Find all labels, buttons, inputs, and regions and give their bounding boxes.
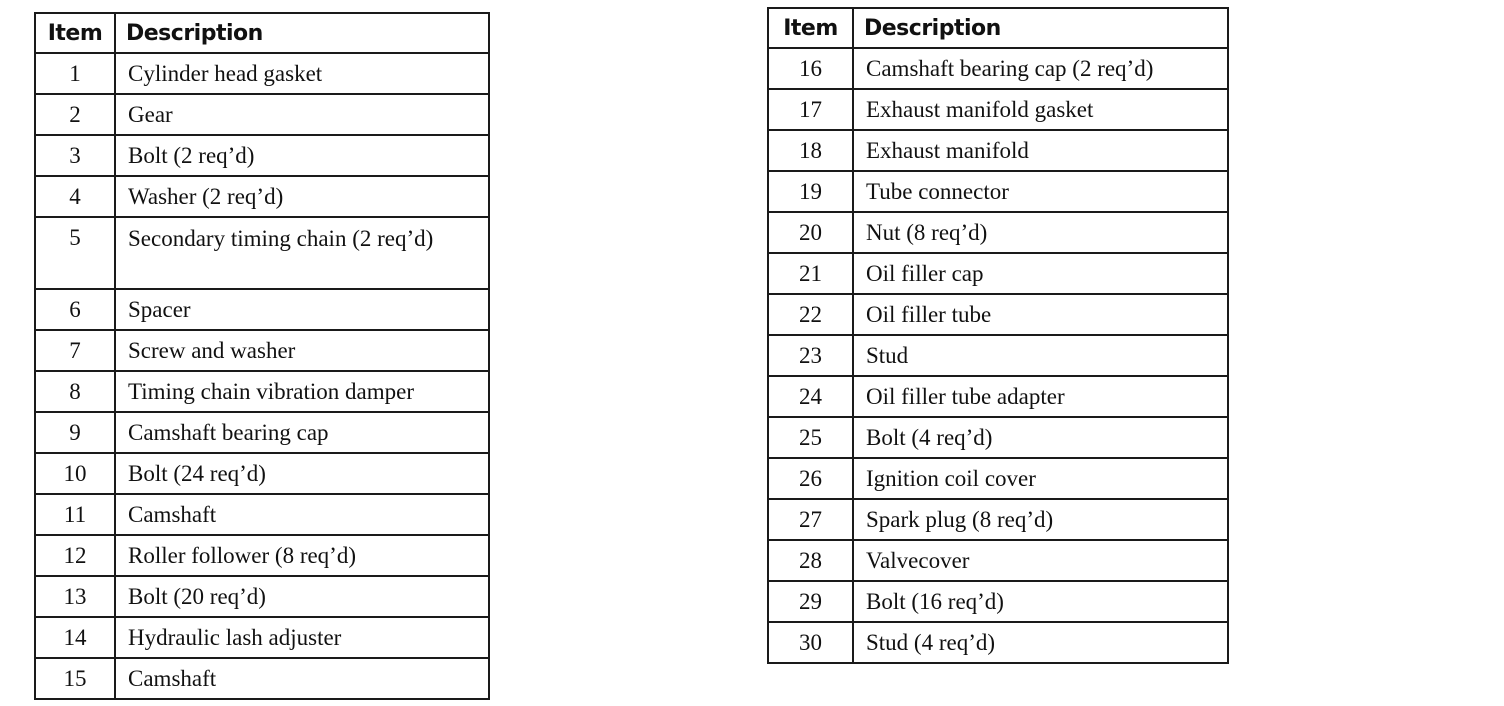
table-row xyxy=(35,412,489,453)
item-number: 13 xyxy=(35,576,115,617)
table-row xyxy=(768,499,1228,540)
item-description: Spacer xyxy=(115,289,489,330)
item-description: Spark plug (8 req’d) xyxy=(853,499,1228,540)
item-description: Camshaft bearing cap xyxy=(115,412,489,453)
item-number: 15 xyxy=(35,658,115,699)
item-description: Oil filler tube adapter xyxy=(853,376,1228,417)
table-row xyxy=(768,48,1228,89)
item-number: 2 xyxy=(35,94,115,135)
table-row xyxy=(768,540,1228,581)
item-description: Bolt (20 req’d) xyxy=(115,576,489,617)
item-number: 27 xyxy=(768,499,853,540)
table-row xyxy=(35,453,489,494)
item-description: Camshaft xyxy=(115,494,489,535)
table-row xyxy=(35,176,489,217)
header-row xyxy=(768,8,1228,48)
item-description: Roller follower (8 req’d) xyxy=(115,535,489,576)
table-row xyxy=(768,335,1228,376)
item-number: 22 xyxy=(768,294,853,335)
table-row xyxy=(35,217,489,289)
table-row xyxy=(35,330,489,371)
item-description: Camshaft bearing cap (2 req’d) xyxy=(853,48,1228,89)
item-number: 4 xyxy=(35,176,115,217)
item-description: Valvecover xyxy=(853,540,1228,581)
table-row xyxy=(35,576,489,617)
item-description: Washer (2 req’d) xyxy=(115,176,489,217)
table-row xyxy=(768,130,1228,171)
item-number: 16 xyxy=(768,48,853,89)
table-row xyxy=(35,658,489,699)
item-number: 6 xyxy=(35,289,115,330)
item-description: Bolt (2 req’d) xyxy=(115,135,489,176)
item-description: Timing chain vibration damper xyxy=(115,371,489,412)
item-description: Exhaust manifold xyxy=(853,130,1228,171)
table-row xyxy=(768,622,1228,663)
table-row xyxy=(768,89,1228,130)
item-description: Secondary timing chain (2 req’d) xyxy=(115,217,489,289)
table-row xyxy=(35,494,489,535)
table-row xyxy=(35,94,489,135)
table-row xyxy=(768,212,1228,253)
item-number: 19 xyxy=(768,171,853,212)
item-number: 14 xyxy=(35,617,115,658)
item-description: Bolt (16 req’d) xyxy=(853,581,1228,622)
item-number: 9 xyxy=(35,412,115,453)
description-column-header: Description xyxy=(853,8,1228,48)
item-number: 21 xyxy=(768,253,853,294)
item-description: Camshaft xyxy=(115,658,489,699)
item-description: Nut (8 req’d) xyxy=(853,212,1228,253)
item-number: 7 xyxy=(35,330,115,371)
table-row xyxy=(768,171,1228,212)
item-number: 26 xyxy=(768,458,853,499)
item-column-header: Item xyxy=(768,8,853,48)
item-description: Ignition coil cover xyxy=(853,458,1228,499)
item-number: 1 xyxy=(35,53,115,94)
item-description: Stud (4 req’d) xyxy=(853,622,1228,663)
table-row xyxy=(768,458,1228,499)
header-row xyxy=(35,13,489,53)
parts-table-left xyxy=(34,12,490,700)
item-number: 10 xyxy=(35,453,115,494)
table-row xyxy=(35,535,489,576)
item-description: Bolt (24 req’d) xyxy=(115,453,489,494)
item-number: 24 xyxy=(768,376,853,417)
item-number: 12 xyxy=(35,535,115,576)
item-description: Exhaust manifold gasket xyxy=(853,89,1228,130)
table-row xyxy=(768,294,1228,335)
item-description: Stud xyxy=(853,335,1228,376)
item-number: 25 xyxy=(768,417,853,458)
item-number: 18 xyxy=(768,130,853,171)
table-row xyxy=(35,289,489,330)
item-description: Oil filler cap xyxy=(853,253,1228,294)
item-description: Tube connector xyxy=(853,171,1228,212)
item-number: 28 xyxy=(768,540,853,581)
item-description: Screw and washer xyxy=(115,330,489,371)
table-row xyxy=(768,253,1228,294)
table-row xyxy=(35,617,489,658)
item-number: 17 xyxy=(768,89,853,130)
table-row xyxy=(768,417,1228,458)
table-row xyxy=(35,135,489,176)
table-row xyxy=(768,581,1228,622)
item-number: 8 xyxy=(35,371,115,412)
item-description: Hydraulic lash adjuster xyxy=(115,617,489,658)
description-column-header: Description xyxy=(115,13,489,53)
table-row xyxy=(35,371,489,412)
item-description: Cylinder head gasket xyxy=(115,53,489,94)
item-number: 30 xyxy=(768,622,853,663)
parts-table-right xyxy=(767,7,1229,664)
item-description: Oil filler tube xyxy=(853,294,1228,335)
item-number: 5 xyxy=(35,217,115,289)
item-description: Bolt (4 req’d) xyxy=(853,417,1228,458)
item-number: 29 xyxy=(768,581,853,622)
table-row xyxy=(35,53,489,94)
item-number: 3 xyxy=(35,135,115,176)
item-number: 20 xyxy=(768,212,853,253)
item-description: Gear xyxy=(115,94,489,135)
item-number: 11 xyxy=(35,494,115,535)
item-number: 23 xyxy=(768,335,853,376)
table-row xyxy=(768,376,1228,417)
item-column-header: Item xyxy=(35,13,115,53)
